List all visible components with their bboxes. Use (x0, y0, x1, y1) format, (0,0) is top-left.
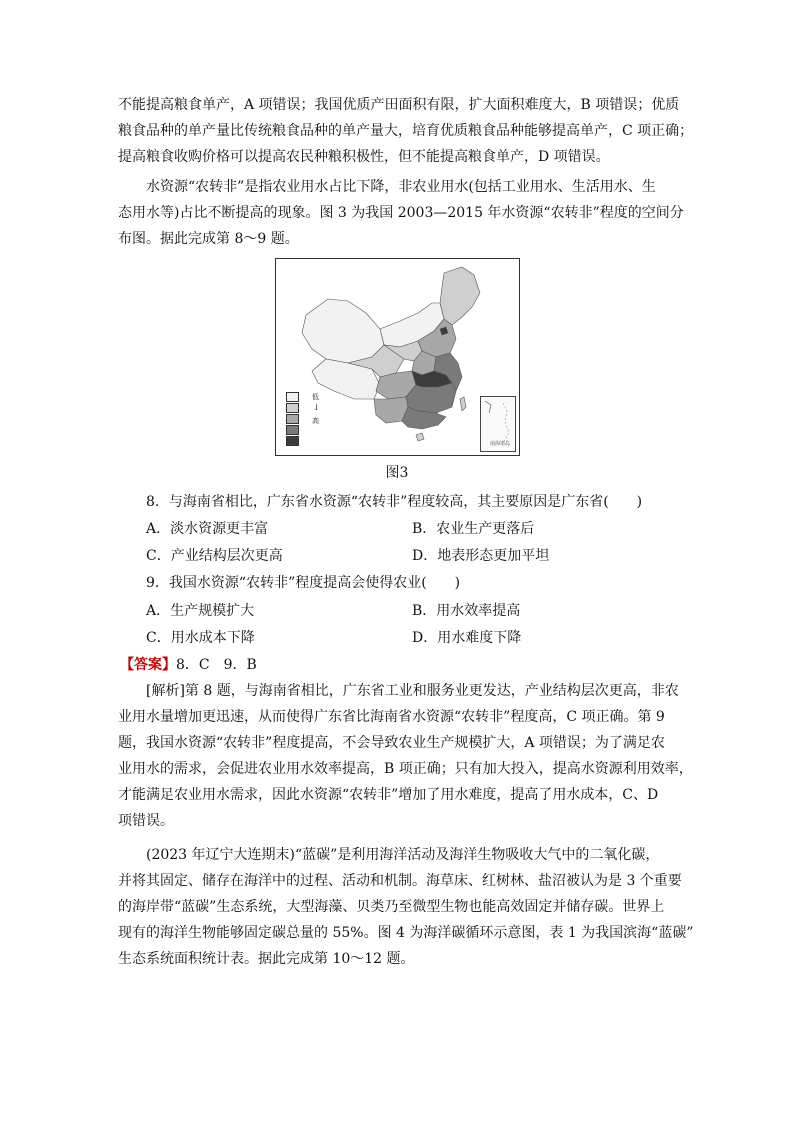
legend-swatch (286, 425, 299, 435)
text-line: 并将其固定、储存在海洋中的过程、活动和机制。海草床、红树林、盐沼被认为是 3 个重要 (118, 873, 682, 889)
text-line: 水资源“农转非”是指农业用水占比下降，非农业用水(包括工业用水、生活用水、生 (146, 179, 656, 195)
question-8-option-d: D．地表形态更加平坦 (412, 548, 550, 564)
text-line: (2023 年辽宁大连期末)“蓝碳”是利用海洋活动及海洋生物吸收大气中的二氧化碳， (146, 847, 660, 863)
legend-swatch (286, 392, 299, 402)
inset-boundary (503, 403, 509, 443)
text-line: 才能满足农业用水需求，因此水资源“农转非”增加了用水难度，提高了用水成本，C、D (118, 787, 659, 803)
question-9-option-d: D．用水难度下降 (412, 630, 522, 646)
question-8-option-a: A．淡水资源更丰富 (146, 521, 269, 537)
text-line: 布图。据此完成第 8～9 题。 (118, 231, 299, 247)
legend-swatch (286, 403, 299, 413)
question-8-option-b: B．农业生产更落后 (412, 521, 535, 537)
next-material-paragraph (118, 842, 694, 972)
answer-line (120, 654, 257, 674)
map-legend (286, 392, 320, 447)
map-region-taiwan (460, 397, 466, 411)
question-9-option-c: C．用水成本下降 (146, 630, 255, 646)
answer-text: 8．C 9．B (176, 657, 257, 673)
material-paragraph (118, 174, 684, 252)
text-line: 业用水的需求，会促进农业用水效率提高，B 项正确；只有加大投入，提高水资源利用效率， (118, 761, 693, 777)
text-line: 态用水等)占比不断提高的现象。图 3 为我国 2003—2015 年水资源“农转非”程度的空间分 (118, 205, 684, 221)
china-water-transfer-map (275, 258, 520, 456)
inset-coast (485, 401, 491, 413)
south-china-sea-inset (480, 396, 516, 452)
map-region-northeast (440, 267, 480, 325)
previous-analysis-paragraph (118, 92, 694, 170)
question-9-stem: 9．我国水资源“农转非”程度提高会使得农业( ) (146, 575, 461, 591)
legend-swatch (286, 414, 299, 424)
text-line: 项错误。 (118, 813, 174, 829)
analysis-paragraph (118, 678, 693, 834)
text-line: 现有的海洋生物能够固定碳总量的 55%。图 4 为海洋碳循环示意图，表 1 为我国滨海“蓝碳” (118, 925, 694, 941)
text-line: 提高粮食收购价格可以提高农民种粮积极性，但不能提高粮食单产，D 项错误。 (118, 149, 610, 165)
legend-high-label: 高 (312, 417, 319, 425)
legend-low-label: 低 (312, 393, 319, 401)
figure-caption: 图3 (385, 465, 409, 481)
map-region-hainan (416, 433, 424, 441)
text-line: 不能提高粮食单产，A 项错误；我国优质产田面积有限，扩大面积难度大，B 项错误；优质 (118, 97, 680, 113)
inset-label: 南海诸岛 (489, 441, 510, 447)
question-8-stem: 8．与海南省相比，广东省水资源“农转非”程度较高，其主要原因是广东省( ) (146, 494, 643, 510)
question-8-option-c: C．产业结构层次更高 (146, 548, 283, 564)
question-9-option-a: A．生产规模扩大 (146, 603, 255, 619)
text-line: 生态系统面积统计表。据此完成第 10～12 题。 (118, 951, 415, 967)
text-line: 粮食品种的单产量比传统粮食品种的单产量大，培育优质粮食品种能够提高单产，C 项正确； (118, 123, 694, 139)
text-line: 的海岸带“蓝碳”生态系统，大型海藻、贝类乃至微型生物也能高效固定并储存碳。世界上 (118, 899, 665, 915)
legend-arrow-icon: ↓ (313, 403, 320, 412)
text-line: [解析]第 8 题，与海南省相比，广东省工业和服务业更发达，产业结构层次更高，非农 (146, 683, 679, 699)
text-line: 业用水量增加更迅速，从而使得广东省比海南省水资源“农转非”程度高，C 项正确。第 9 (118, 709, 665, 725)
text-line: 题，我国水资源“农转非”程度提高，不会导致农业生产规模扩大，A 项错误；为了满足农 (118, 735, 665, 751)
question-9-option-b: B．用水效率提高 (412, 603, 521, 619)
legend-swatch (286, 436, 299, 446)
answer-tag: 【答案】 (120, 657, 176, 673)
map-region-xinjiang (302, 299, 384, 363)
